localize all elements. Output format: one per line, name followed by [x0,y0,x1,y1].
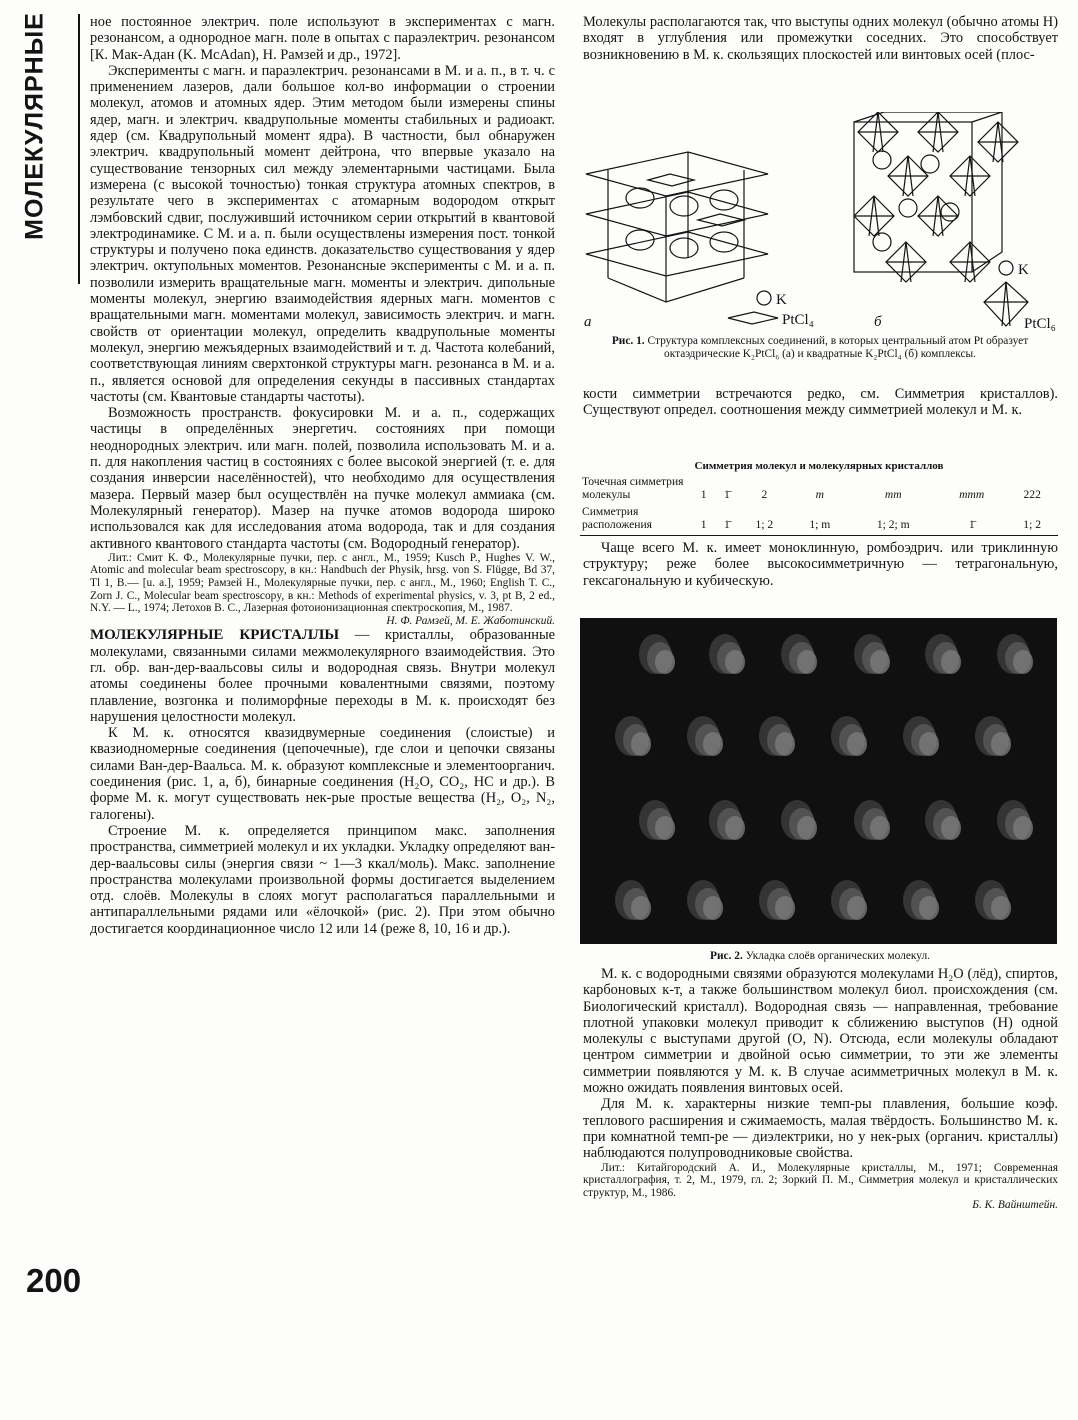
fig1-legend-k2: K [1018,262,1029,278]
octahedron [858,112,898,152]
figure-1-structure-diagram [578,112,1064,334]
octahedron [978,122,1018,162]
left-column [90,14,555,937]
table-cell: 1̄ [968,518,975,531]
literature-list: Лит.: Смит К. Ф., Молекулярные пучки, пер. с англ., М., 1959; Kusch P., Hughes V. W., Atomic and molecular beam spectroscopy, в кн.: Handbuch der Physik, hrsg. von S. Flügge, Bd 37, Tl 1, B.— [u. a.], 1959; Рамзей Н., Молекулярные пучки, пер. с англ., М., 1960; English T. C., Zorn J. C., Molecular beam spectroscopy, в кн.: Methods of experimental physics, v. 3, pt B, 2 ed., N.Y. — L., 1974; Летохов В. С., Лазерная фотоионизационная спектроскопия, М., 1987. [90,551,555,615]
table-row [580,475,1058,501]
molecule-blob [631,732,651,756]
paragraph: Для М. к. характерны низкие темп-ры плавления, большие коэф. теплового расширения и сжимаемость, малая твёрдость. Большинство М. к. при комнатной темп-ре — диэлектрики, но у нек-рых (органич. кристаллы) наблюдаются полупроводниковые свойства. [583,1096,1058,1162]
molecule-blob [991,732,1011,756]
table-cell: 1; 2 [755,518,774,531]
octahedra-structure-b [854,112,1018,282]
table-rule [580,531,1058,536]
molecule-blob [991,896,1011,920]
molecule-blob [703,732,723,756]
fig1-legend-k: K [776,292,787,308]
paragraph: Молекулы располагаются так, что выступы одних молекул (обычно атомы H) входят в углубления или промежутки соседних. Это способствует возникновению в М. к. скользящих плоскостей или винтовых осей (плос- [583,14,1058,63]
table-cell: 1̄ [724,518,730,531]
page-number: 200 [26,1262,82,1299]
table-cell: 1; m [809,518,831,531]
table-cell: 1; 2; m [876,518,910,531]
margin-rule [78,14,80,284]
table-cell: 1̄ [724,488,730,501]
octahedron [950,242,990,282]
table-cell: 222 [1023,488,1041,501]
molecule-blob [655,816,675,840]
molecule-blob [847,732,867,756]
layer-structure-a [586,152,768,302]
paragraph: Строение М. к. определяется принципом макс. заполнения пространства, симметрией молекул и их укладки. Укладку определяют ван-дер-ваальсовы силы (энергия связи ~ 1—3 ккал/моль). Макс. заполнение пространства молекулами произвольной формы достигается выделением отд. слоёв. Молекулы в слоях могут располагаться параллельными и антипараллельными рядами или «ёлочкой» (рис. 2). При этом обычно достигается координационное число 12 или 14 (реже 8, 10, 16 и др.). [90,822,555,937]
row-label: Точечная симметрия молекулы [582,475,684,501]
figure-2-caption: Рис. 2. Укладка слоёв органических молекул. [710,950,930,962]
table-cell: 1 [700,488,707,501]
table-cell: 1 [700,518,707,531]
molecule-blob [655,650,675,674]
table-cell: m [815,488,825,501]
literature-list: Лит.: Китайгородский А. И., Молекулярные кристаллы, М., 1971; Современная кристаллография, т. 2, М., 1979, гл. 2; Зоркий П. М., Симметрия молекул и кристаллических структур, М., 1986. [583,1161,1058,1199]
table-title: Симметрия молекул и молекулярных кристаллов [694,460,944,472]
right-column-top [583,14,1058,63]
molecule-blob [919,732,939,756]
fig1-label-a: а [584,314,592,330]
paragraph: М. к. с водородными связями образуются молекулами H₂O (лёд), спиртов, карбоновых к-т, а также большинством молекул биол. происхождения (см. Биологический кристалл). Водородная связь — направленная, требование плотной упаковки молекул приводит к сближению выступов (H) одной молекулы с выступами другой (O, N). Отсюда, если молекулы обладают центром симметрии и двойной осью симметрии, то эти же элементы симметрии появляются у М. к. В случае асимметричных молекул в М. к. можно ожидать появления винтовых осей. [583,966,1058,1097]
molecule-blob [1013,816,1033,840]
row-label: Симметрия расположения [582,505,652,531]
molecule-blob [725,816,745,840]
paragraph: МОЛЕКУЛЯРНЫЕ КРИСТАЛЛЫ — кристаллы, образованные молекулами, связанными силами межмолекулярного взаимодействия. Это гл. обр. ван-дер-ваальсовы силы и водородная связь. Внутри молекул атомы соединены более прочными ковалентными связями, поэтому плавление, возгонка и полиморфные переходы в М. к. происходят без нарушения целостности молекул. [90,627,555,725]
octahedron [950,156,990,196]
table-cell: 2 [761,488,768,501]
right-column-after-table [583,540,1058,589]
fig1-legend-ptcl6: PtCl₆ [1024,316,1056,332]
table-row [580,501,1058,531]
molecule-blob [941,650,961,674]
symmetry-table [580,460,1058,536]
molecule-blob [941,816,961,840]
author-signature: Н. Ф. Рамзей, М. Е. Жаботинский. [386,614,555,627]
table-cell: mmm [959,488,985,501]
molecule-blob [1013,650,1033,674]
table-cell: mm [884,488,902,501]
molecule-blob [847,896,867,920]
molecule-blob [870,650,890,674]
octahedron [918,112,958,152]
figure-1-caption: Рис. 1. Структура комплексных соединений, в которых центральный атом Pt образует октаэдрические K₂PtCl₆ (а) и квадратные K₂PtCl₄ (б) комплексы. [611,335,1029,360]
paragraph: К М. к. относятся квазидвумерные соединения (слоистые) и квазиодномерные соединения (цепочечные), где слои и цепочки связаны силами Ван-дер-Ваальса. М. к. образуют комплексные и элементоорганич. соединения (рис. 1, а, б), бинарные соединения (H₂O, CO₂, HC и др.). В форме М. к. могут существовать нек-рые простые вещества (H₂, O₂, N₂, галогены). [90,725,555,823]
molecule-blob [797,816,817,840]
right-column-bottom [583,966,1058,1212]
figure-2-photo [580,618,1057,944]
running-head: МОЛЕКУЛЯРНЫЕ [20,12,49,240]
paragraph: ное постоянное электрич. поле используют в экспериментах с магн. резонансом, а однородное магн. поле в опытах с параэлектрич. резонансом [К. Мак-Адан (K. McAdan), Н. Рамзей и др., 1972]. [90,14,555,63]
molecule-blob [870,816,890,840]
fig1-legend-ptcl4: PtCl₄ [782,312,814,328]
article-headword: МОЛЕКУЛЯРНЫЕ КРИСТАЛЛЫ [90,627,340,644]
molecule-blob [919,896,939,920]
paragraph: Возможность пространств. фокусировки М. и а. п., содержащих частицы в определённых энергетич. состояниях при помощи неоднородных электрич. или магн. полей, позволила использовать М. и а. п. для накопления частиц в состояниях с более высокой энергией (т. е. для создания инверсии населённостей), что необходимо для осуществления мазера. Первый мазер был осуществлён на пучке молекул аммиака (см. Молекулярный генератор). Мазер на пучке атомов водорода широко использовался как для исследования атома водорода, так и для создания активного квантового стандарта частоты (см. Водородный генератор). [90,405,555,552]
right-column-middle [583,386,1058,419]
octahedron [886,242,926,282]
octahedron [918,196,958,236]
author-signature: Б. К. Вайнштейн. [972,1199,1058,1212]
fig1-label-b: б [874,314,882,330]
molecule-blob [703,896,723,920]
molecule-blob [775,896,795,920]
molecule-blob [631,896,651,920]
octahedron [854,196,894,236]
paragraph: Эксперименты с магн. и параэлектрич. резонансами в М. и а. п., в т. ч. с применением лазеров, дали большое кол-во информации о строении молекул, атомов и атомных ядер. Этим методом были измерены спины ядер, магн. и электрич. квадрупольные моменты стабильных и радиоакт. ядер (см. Квадрупольный момент ядра). В частности, был обнаружен электрич. квадрупольный момент дейтрона, что впервые указало на существование тензорных сил между элементарными частицами. Была измерена (с высокой точностью) тонкая структура атомных спектров, в результате чего в экспериментах с атомарным водородом открыт лэмбовский сдвиг, послуживший источником серии открытий в квантовой электродинамике. С М. и а. п. были осуществлены измерения пост. тонкой структуры и получено пока единств. доказательство существования у ядер электрич. октупольных моментов. Резонансные эксперименты с М. и а. п. позволили измерить вращательные магн. моменты и электрич. дипольные моменты молекул, энергию взаимодействия ядерных магн. моментов с вращательными магн. моментами молекул, зависимость электрич. и магн. свойств от ориентации молекул, определить квадрупольные моменты молекул, энергию межъядерных взаимодействий и т. д. Частота колебаний, соответствующая линиям сверхтонкой структуры магн. резонанса в М. и а. п., является основой для определения секунды в пассивных стандартах частоты (см. Квантовые стандарты частоты). [90,62,555,405]
molecule-blob [775,732,795,756]
paragraph: кости симметрии встречаются редко, см. Симметрия кристаллов). Существуют определ. соотношения между симметрией молекул и М. к. [583,386,1058,419]
molecule-blob [797,650,817,674]
paragraph: Чаще всего М. к. имеет моноклинную, ромбоэдрич. или триклинную структуру; реже более высокосимметричную — тетрагональную, гексагональную и кубическую. [583,540,1058,589]
octahedron [888,156,928,196]
table-cell: 1; 2 [1023,518,1042,531]
molecule-blob [725,650,745,674]
